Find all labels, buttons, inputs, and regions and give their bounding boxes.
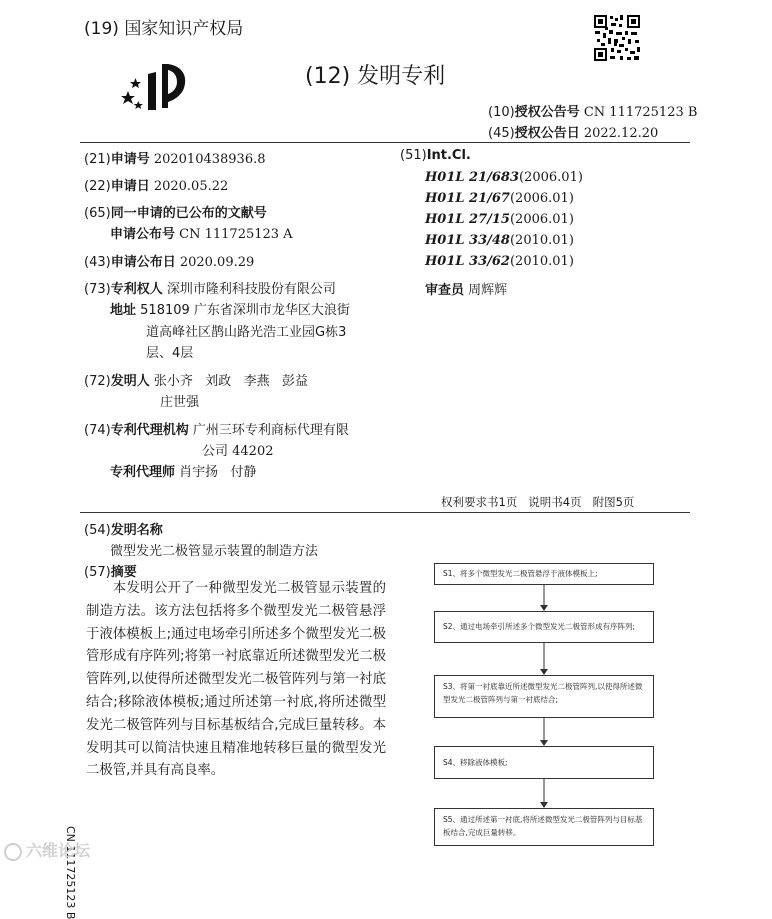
office-header: (19) 国家知识产权局 <box>84 19 244 39</box>
patent-agency-line2: 公司 44202 <box>202 444 274 459</box>
invention-title-heading: (54)发明名称 <box>84 523 163 538</box>
int-cl-heading: (51)Int.Cl. <box>400 148 471 163</box>
document-type: (12) 发明专利 <box>305 64 446 89</box>
owner-address-line2: 道高峰社区鹊山路光浩工业园G栋3 <box>146 325 347 340</box>
patent-agent: 专利代理师 肖宇扬 付静 <box>110 465 257 480</box>
flow-step-s1: S1、将多个微型发光二极管悬浮于液体模板上; <box>434 563 654 585</box>
abstract-text: 本发明公开了一种微型发光二极管显示装置的制造方法。该方法包括将多个微型发光二极管悬浮于液体模板上;通过电场牵引所述多个微型发光二极管形成有序阵列;将第一衬底靠近所述微型发光二极管阵列,以使得所述微型发光二极管阵列与第一衬底结合;移除液体模板;通过所述第一衬底,将所述微型发光二极管阵列与目标基板结合,完成巨量转移。本发明其可以简洁快速且精准地转移巨量的微型发光二极管,并具有高良率。 <box>86 581 386 779</box>
ipc-item: H01L 21/683(2006.01) <box>425 170 583 185</box>
application-date: (22)申请日 2020.05.22 <box>84 179 229 194</box>
patent-owner: (73)专利权人 深圳市隆利科技股份有限公司 <box>84 282 336 297</box>
ipc-item: H01L 21/67(2006.01) <box>425 191 574 206</box>
ipc-item: H01L 33/48(2010.01) <box>425 233 574 248</box>
middle-divider <box>80 512 690 513</box>
inventors-line2: 庄世强 <box>160 395 200 410</box>
examiner: 审查员 周辉辉 <box>425 283 508 298</box>
grant-number: (10)授权公告号 CN 111725123 B <box>488 105 698 120</box>
flow-step-s2: S2、通过电场牵引所述多个微型发光二极管形成有序阵列; <box>434 611 654 643</box>
ipc-list <box>425 167 583 272</box>
ipc-item: H01L 33/62(2010.01) <box>425 254 574 269</box>
forum-watermark: 六维论坛 <box>4 838 90 861</box>
ipc-item: H01L 27/15(2006.01) <box>425 212 574 227</box>
pages-note: 权利要求书1页 说明书4页 附图5页 <box>441 495 635 509</box>
owner-address: 地址 518109 广东省深圳市龙华区大浪街 <box>110 303 350 318</box>
inventors: (72)发明人 张小齐 刘政 李燕 彭益 <box>84 374 309 389</box>
flow-arrows <box>534 585 554 810</box>
published-doc-heading: (65)同一申请的已公布的文献号 <box>84 206 267 221</box>
flow-step-s3: S3、将第一衬底靠近所述微型发光二极管阵列,以使得所述微型发光二极管阵列与第一衬底结合; <box>434 675 654 718</box>
invention-title: 微型发光二极管显示装置的制造方法 <box>110 544 319 559</box>
qr-code <box>593 14 641 62</box>
publication-date: (43)申请公布日 2020.09.29 <box>84 255 255 270</box>
abstract-heading: (57)摘要 <box>84 565 137 580</box>
application-number: (21)申请号 202010438936.8 <box>84 152 266 167</box>
header-divider <box>80 142 690 143</box>
flow-step-s4: S4、移除液体模板; <box>434 746 654 779</box>
owner-address-line3: 层、4层 <box>146 346 194 361</box>
publication-number: 申请公布号 CN 111725123 A <box>110 227 293 242</box>
flow-step-s5: S5、通过所述第一衬底,将所述微型发光二极管阵列与目标基板结合,完成巨量转移。 <box>434 808 654 846</box>
patent-office-logo <box>118 60 190 112</box>
side-publication-number: CN 111725123 B <box>64 826 77 919</box>
grant-date: (45)授权公告日 2022.12.20 <box>488 126 659 141</box>
patent-agency: (74)专利代理机构 广州三环专利商标代理有限 <box>84 423 349 438</box>
